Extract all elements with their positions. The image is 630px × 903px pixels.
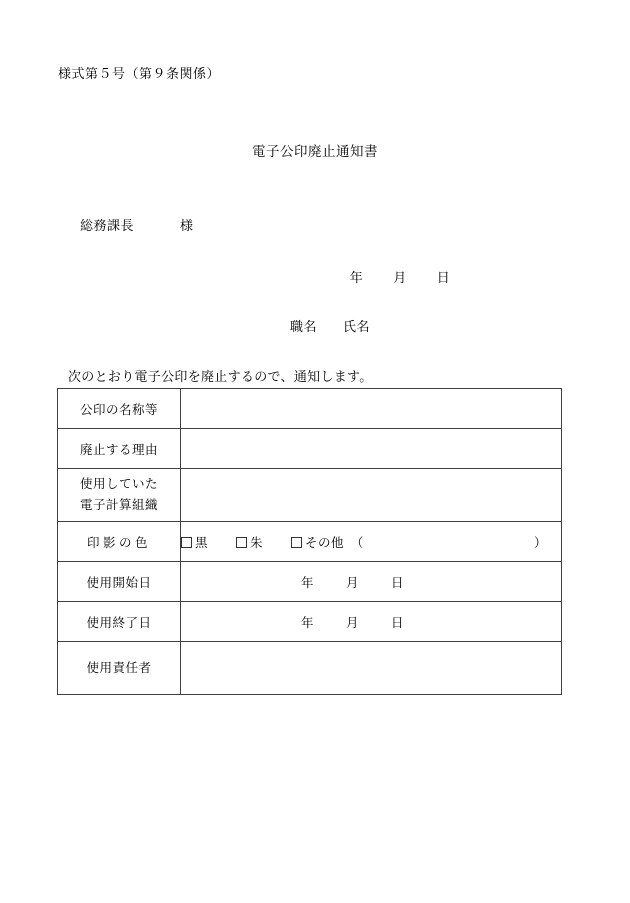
checkbox-option-other[interactable]: その他 （ <box>291 533 364 551</box>
close-paren: ） <box>533 535 547 550</box>
end-date-day-label: 日 <box>391 615 405 630</box>
table-row <box>58 602 562 642</box>
date-year-label: 年 <box>349 270 364 285</box>
addressee-honorific: 様 <box>180 218 194 233</box>
row-value-start-date[interactable] <box>181 562 562 602</box>
date-day-label: 日 <box>436 270 451 285</box>
table-row <box>58 562 562 602</box>
start-date-year-label: 年 <box>301 575 315 590</box>
row-value-reason[interactable] <box>181 429 562 469</box>
checkbox-icon[interactable] <box>236 537 247 548</box>
row-label-computer-system-line2: 電子計算組織 <box>79 498 158 512</box>
row-label-seal-color: 印影の色 <box>58 522 181 562</box>
form-table <box>57 388 562 695</box>
row-label-responsible-person: 使用責任者 <box>58 642 181 695</box>
row-value-computer-system[interactable] <box>181 469 562 522</box>
row-value-end-date[interactable] <box>181 602 562 642</box>
row-value-responsible-person[interactable] <box>181 642 562 695</box>
signer-name-label: 氏名 <box>343 319 371 334</box>
date-line <box>0 267 630 286</box>
end-date-month-label: 月 <box>346 615 360 630</box>
checkbox-option-black[interactable]: 黒 <box>181 533 208 551</box>
table-row <box>58 469 562 522</box>
row-label-end-date: 使用終了日 <box>58 602 181 642</box>
lead-text: 次のとおり電子公印を廃止するので、通知します。 <box>68 369 373 384</box>
table-row <box>58 642 562 695</box>
row-label-seal-name: 公印の名称等 <box>58 389 181 429</box>
date-month-label: 月 <box>393 270 407 285</box>
row-label-reason: 廃止する理由 <box>58 429 181 469</box>
row-label-computer-system-line1: 使用していた <box>79 477 158 492</box>
addressee-line <box>80 215 194 234</box>
signer-line <box>0 316 630 335</box>
addressee-name: 総務課長 <box>80 218 135 233</box>
end-date-year-label: 年 <box>301 615 315 630</box>
row-value-seal-color[interactable] <box>181 522 562 562</box>
checkbox-option-vermilion[interactable]: 朱 <box>236 533 263 551</box>
start-date-day-label: 日 <box>391 575 405 590</box>
checkbox-icon[interactable] <box>181 537 192 548</box>
checkbox-icon[interactable] <box>291 537 302 548</box>
table-row <box>58 429 562 469</box>
row-label-start-date: 使用開始日 <box>58 562 181 602</box>
form-number: 様式第５号（第９条関係） <box>58 66 221 81</box>
row-label-computer-system <box>58 469 181 522</box>
row-value-seal-name[interactable] <box>181 389 562 429</box>
start-date-month-label: 月 <box>346 575 360 590</box>
table-row <box>58 522 562 562</box>
document-title: 電子公印廃止通知書 <box>252 144 378 159</box>
signer-title-label: 職名 <box>289 319 317 334</box>
table-row <box>58 389 562 429</box>
